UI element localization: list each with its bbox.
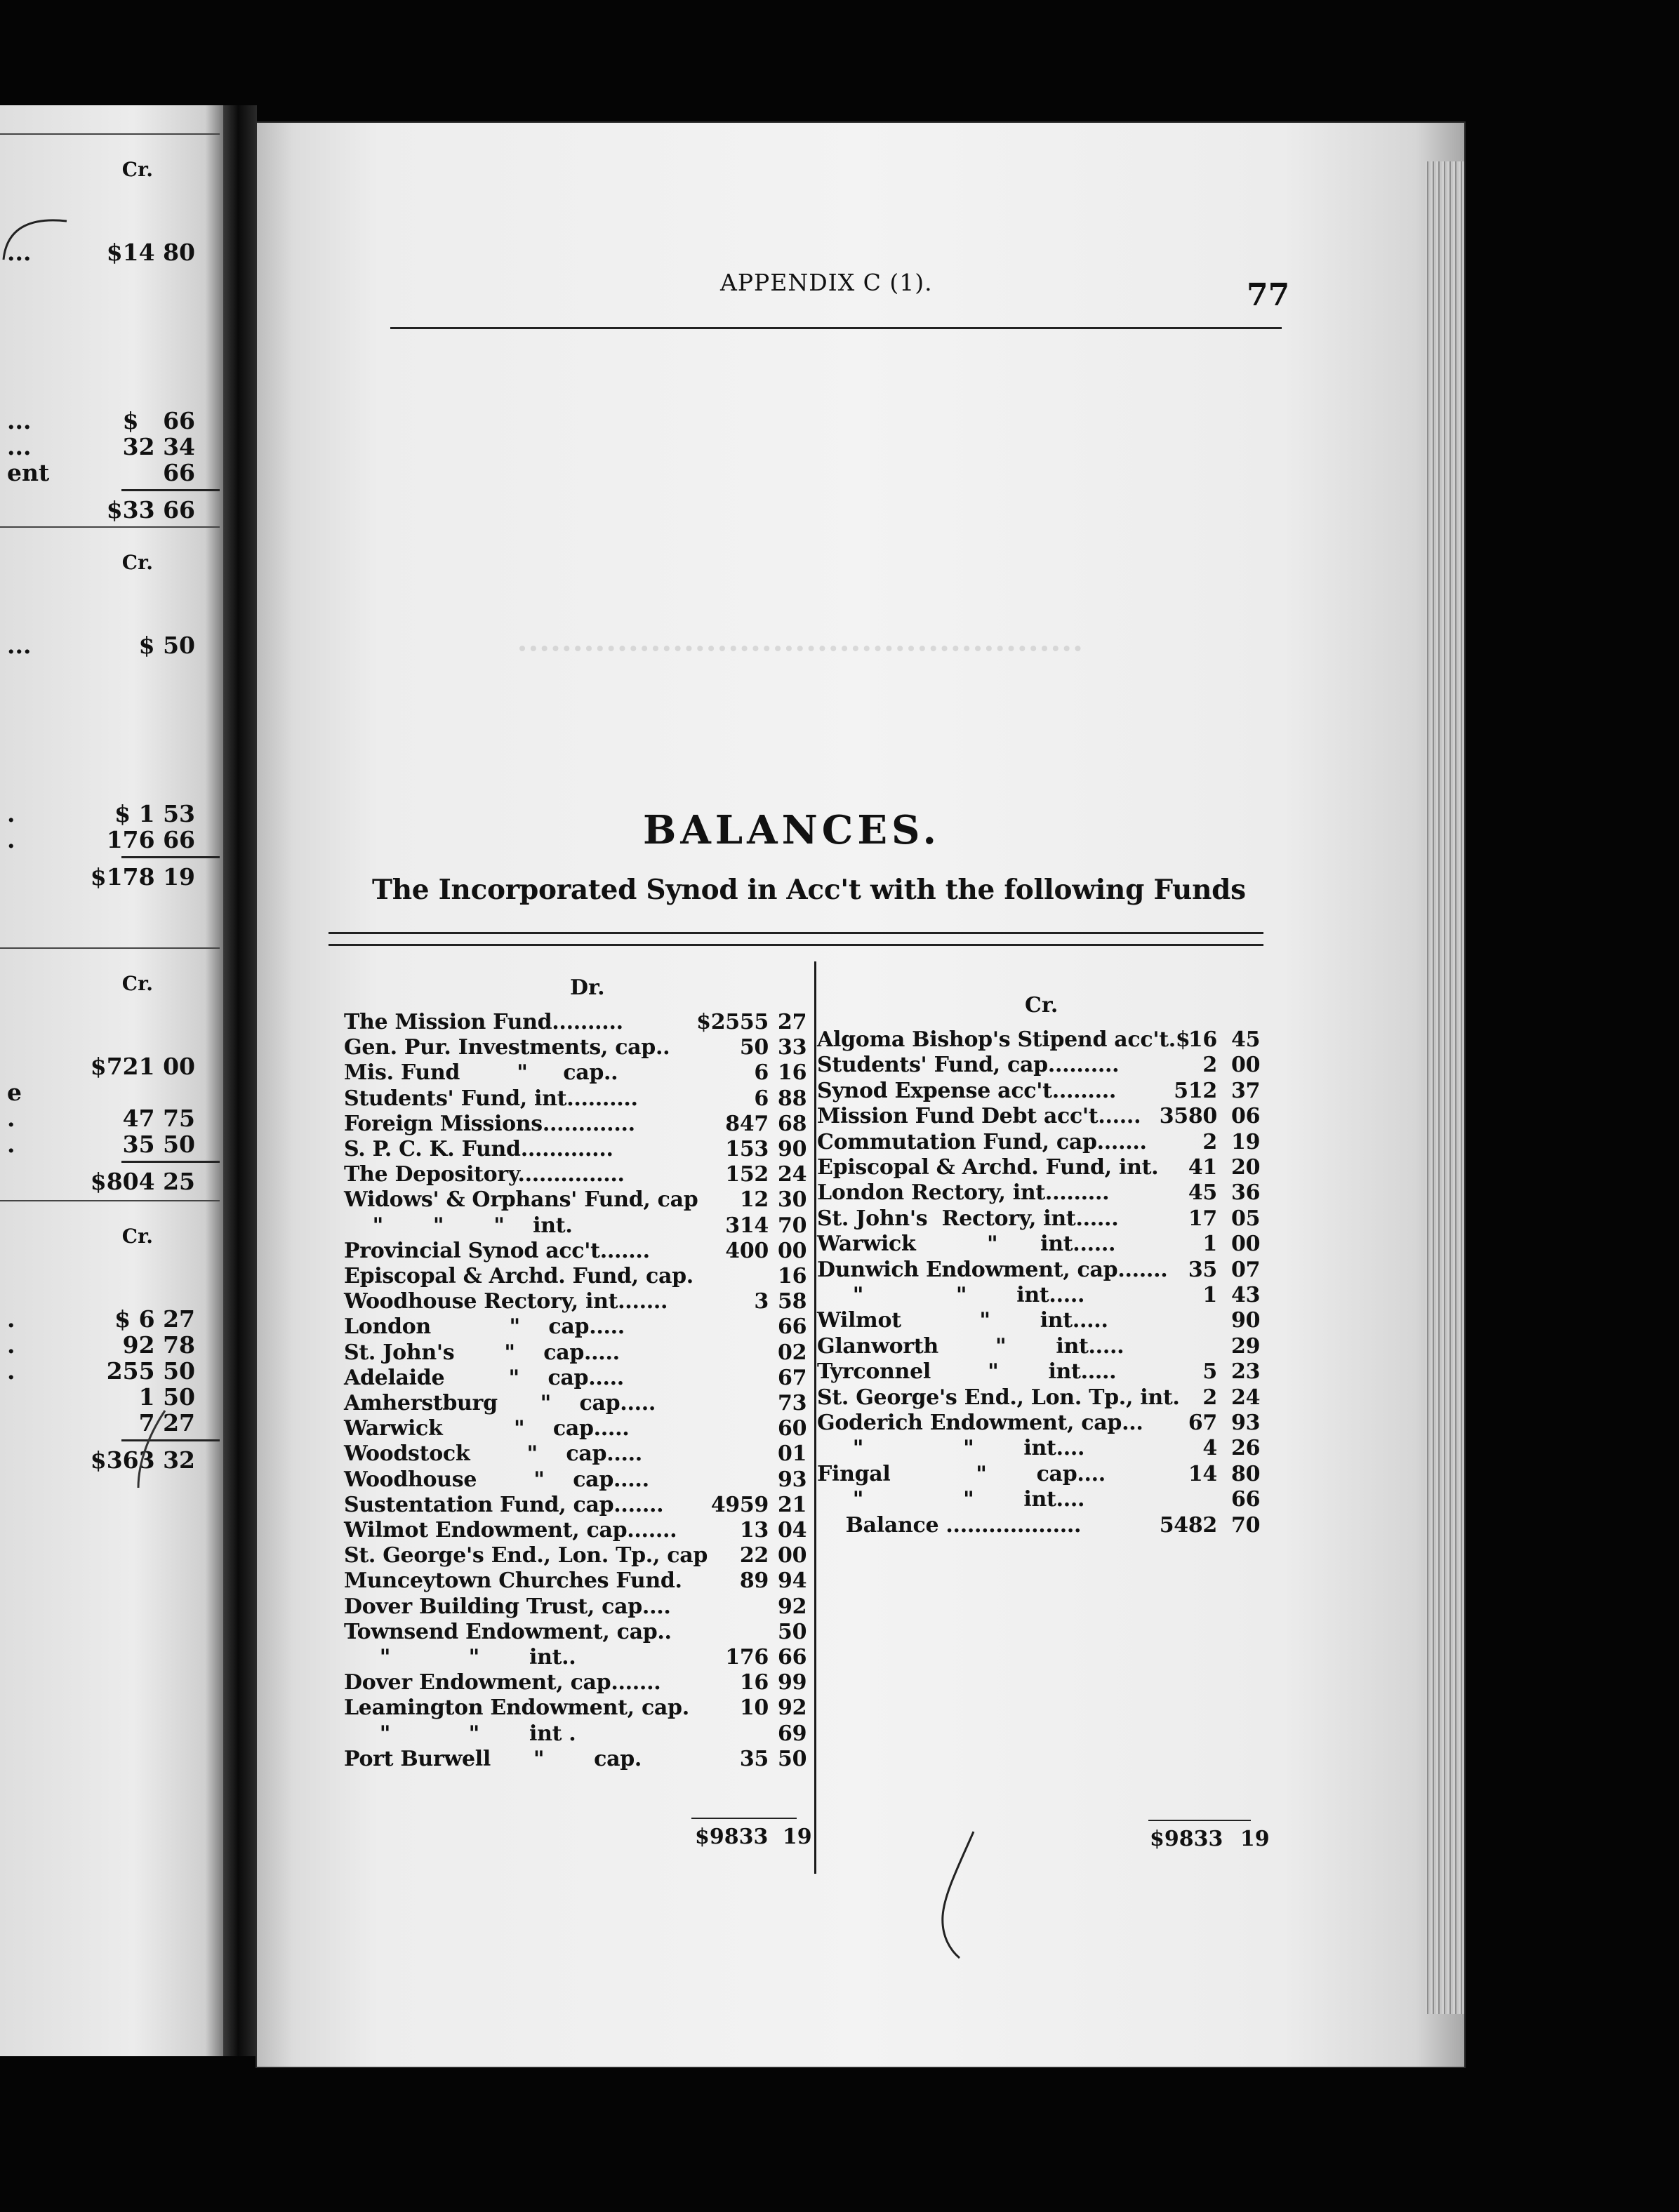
entry-dollars: 512 — [1174, 1079, 1217, 1103]
entry-cents: 66 — [778, 1314, 807, 1339]
entry-dollars: 14 — [1188, 1462, 1217, 1486]
entry-cents: 43 — [1231, 1283, 1261, 1307]
left-line-label: ... — [7, 407, 32, 434]
entry-label: Townsend Endowment, cap.. — [344, 1620, 672, 1644]
dr-column-heading: Dr. — [570, 975, 605, 1000]
entry-dollars: 22 — [739, 1543, 769, 1568]
dr-entry-row — [344, 1162, 811, 1187]
dr-entry-row — [344, 1289, 811, 1314]
dr-total — [695, 1825, 812, 1849]
entry-label: Wilmot " int..... — [817, 1308, 1108, 1333]
left-total-value: $178 19 — [90, 863, 195, 891]
entry-label: Dover Endowment, cap....... — [344, 1670, 661, 1695]
entry-cents: 88 — [778, 1086, 807, 1111]
entry-dollars: 2 — [1202, 1053, 1217, 1077]
left-line-value: 7 27 — [138, 1409, 195, 1437]
cr-entry-row — [817, 1334, 1261, 1359]
entry-cents: 67 — [778, 1366, 807, 1390]
cr-total-rule — [1148, 1820, 1251, 1821]
dr-entry-row — [344, 1086, 811, 1111]
cr-entry-row — [817, 1462, 1261, 1486]
entry-cents: 00 — [1231, 1053, 1261, 1077]
left-line-value: 255 50 — [106, 1357, 195, 1385]
left-total-rule — [121, 856, 220, 858]
dr-entry-row — [344, 1467, 811, 1492]
dr-entry-row — [344, 1241, 811, 1261]
left-line-label: . — [7, 1305, 15, 1333]
dr-entry-row — [344, 1568, 811, 1593]
dr-entry-row — [344, 1368, 811, 1388]
entry-label: Mission Fund Debt acc't...... — [817, 1104, 1141, 1128]
left-cr-heading: Cr. — [121, 158, 153, 181]
entry-label: Warwick " cap..... — [344, 1416, 630, 1441]
cr-entry-row — [817, 1436, 1261, 1460]
entry-cents: 21 — [778, 1493, 807, 1517]
cr-entry-row — [817, 1413, 1259, 1433]
entry-cents: 93 — [1231, 1411, 1261, 1435]
previous-page-fragment — [0, 105, 223, 2056]
entry-cents: 70 — [778, 1213, 807, 1238]
left-line-label: ... — [7, 433, 32, 460]
entry-cents: 16 — [778, 1264, 807, 1288]
entry-label: S. P. C. K. Fund............. — [344, 1137, 613, 1161]
entry-cents: 00 — [778, 1239, 807, 1263]
entry-cents: 50 — [778, 1747, 807, 1771]
cr-entry-row — [817, 1487, 1261, 1512]
entry-cents: 73 — [778, 1391, 807, 1415]
left-line-value: $ 66 — [122, 407, 195, 434]
entry-label: Amherstburg " cap..... — [344, 1391, 656, 1415]
entry-cents: 66 — [778, 1645, 807, 1670]
entry-dollars: 153 — [725, 1137, 769, 1161]
left-cr-heading: Cr. — [121, 551, 153, 574]
entry-cents: 58 — [778, 1289, 807, 1314]
dr-entry-row — [344, 1391, 811, 1415]
dr-entry-row — [344, 1010, 811, 1034]
entry-dollars: 1 — [1202, 1232, 1217, 1256]
left-section-rule — [0, 133, 220, 135]
left-line-label: . — [7, 1105, 15, 1132]
entry-label: " " int . — [344, 1721, 576, 1746]
left-cr-heading: Cr. — [121, 1225, 153, 1248]
cr-entry-row — [817, 1283, 1261, 1307]
left-line-value: $721 00 — [90, 1053, 195, 1080]
table-top-rule-2 — [328, 944, 1263, 946]
entry-label: Widows' & Orphans' Fund, cap — [344, 1187, 698, 1212]
left-line-label: e — [7, 1079, 22, 1106]
entry-cents: 04 — [778, 1518, 807, 1543]
entry-label: The Depository............... — [344, 1162, 625, 1187]
cr-entry-row — [817, 1206, 1261, 1231]
dr-entry-row — [344, 1441, 811, 1466]
left-line-label: . — [7, 1131, 15, 1158]
entry-dollars: 5482 — [1159, 1513, 1217, 1538]
entry-label: Students' Fund, int.......... — [344, 1086, 638, 1111]
page-edge-stack — [1425, 161, 1464, 2014]
entry-label: Adelaide " cap..... — [344, 1366, 624, 1390]
dr-entry-row — [344, 1264, 811, 1288]
entry-label: Provincial Synod acc't....... — [344, 1239, 650, 1263]
entry-dollars: 152 — [725, 1162, 769, 1187]
entry-label: Glanworth " int..... — [817, 1334, 1124, 1359]
left-line-value: $ 1 53 — [114, 800, 195, 827]
entry-label: The Mission Fund.......... — [344, 1010, 623, 1034]
cr-entry-row — [817, 1260, 1259, 1280]
cr-entry-row — [817, 1130, 1261, 1154]
entry-cents: 19 — [1231, 1130, 1261, 1154]
cr-entry-row — [817, 1081, 1259, 1101]
entry-cents: 66 — [1231, 1487, 1261, 1512]
dr-entry-row — [344, 1035, 811, 1060]
left-section-rule — [0, 1200, 220, 1201]
entry-dollars: 35 — [739, 1747, 769, 1771]
entry-label: Woodstock " cap..... — [344, 1441, 642, 1466]
cr-entry-row — [817, 1027, 1261, 1052]
entry-label: St. George's End., Lon. Tp., int. — [817, 1385, 1180, 1410]
entry-cents: 27 — [778, 1010, 807, 1034]
column-divider — [814, 961, 816, 1874]
entry-label: Warwick " int...... — [817, 1232, 1116, 1256]
entry-dollars: $2555 — [696, 1010, 769, 1034]
entry-label: " " " int. — [344, 1213, 573, 1238]
left-cr-heading: Cr. — [121, 972, 153, 995]
cr-total-dollars: $9833 — [1150, 1827, 1223, 1851]
section-heading: BALANCES. — [643, 807, 941, 853]
entry-dollars: 35 — [1188, 1258, 1217, 1282]
entry-label: Goderich Endowment, cap... — [817, 1411, 1143, 1435]
left-line-value: $ 6 27 — [114, 1305, 195, 1333]
entry-label: Dover Building Trust, cap.... — [344, 1594, 671, 1619]
entry-cents: 05 — [1231, 1206, 1261, 1231]
cr-entry-row — [817, 1055, 1259, 1075]
entry-dollars: 3580 — [1159, 1104, 1217, 1128]
entry-cents: 90 — [1231, 1308, 1261, 1333]
entry-label: London Rectory, int......... — [817, 1180, 1110, 1205]
statement-subtitle: The Incorporated Synod in Acc't with the following Funds — [372, 874, 1246, 906]
left-line-value: 35 50 — [122, 1131, 195, 1158]
entry-dollars: 2 — [1202, 1130, 1217, 1154]
entry-dollars: 89 — [739, 1568, 769, 1593]
entry-dollars: 17 — [1188, 1206, 1217, 1231]
entry-label: Algoma Bishop's Stipend acc't.$ — [817, 1027, 1190, 1052]
cr-entry-row — [817, 1104, 1261, 1128]
cr-entry-row — [817, 1308, 1261, 1333]
left-section-rule — [0, 526, 220, 528]
entry-label: " " int.... — [817, 1487, 1085, 1512]
entry-cents: 90 — [778, 1137, 807, 1161]
entry-cents: 36 — [1231, 1180, 1261, 1205]
entry-cents: 92 — [778, 1594, 807, 1619]
entry-cents: 02 — [778, 1340, 807, 1365]
dr-entry-row — [344, 1114, 811, 1134]
dr-entry-row — [344, 1747, 811, 1771]
entry-label: St. John's Rectory, int...... — [817, 1206, 1119, 1231]
entry-dollars: 6 — [754, 1060, 769, 1085]
entry-dollars: 16 — [739, 1670, 769, 1695]
pencil-mark-lower — [930, 1825, 986, 1965]
entry-cents: 00 — [778, 1543, 807, 1568]
entry-cents: 24 — [778, 1162, 807, 1187]
entry-cents: 50 — [778, 1620, 807, 1644]
entry-cents: 37 — [1231, 1079, 1261, 1103]
dr-entry-row — [344, 1594, 811, 1619]
cr-entry-row — [817, 1385, 1261, 1410]
left-total-value: $363 32 — [90, 1446, 195, 1474]
left-line-value: $ 50 — [138, 632, 195, 659]
dr-entry-row — [344, 1213, 811, 1238]
entry-label: London " cap..... — [344, 1314, 625, 1339]
cr-entry-row — [817, 1234, 1259, 1254]
entry-dollars: 314 — [725, 1213, 769, 1238]
left-line-label: . — [7, 800, 15, 827]
left-line-label: ... — [7, 239, 32, 266]
entry-dollars: 4959 — [710, 1493, 769, 1517]
left-total-rule — [121, 489, 220, 491]
page-number: 77 — [1247, 277, 1290, 313]
entry-cents: 07 — [1231, 1258, 1261, 1282]
show-through-text — [519, 646, 1081, 665]
entry-dollars: 10 — [739, 1695, 769, 1720]
entry-label: Mis. Fund " cap.. — [344, 1060, 618, 1085]
table-top-rule-1 — [328, 932, 1263, 934]
left-line-value: $14 80 — [106, 239, 195, 266]
pencil-mark-left — [123, 1404, 179, 1502]
left-line-value: 66 — [163, 459, 195, 486]
entry-dollars: 50 — [739, 1035, 769, 1060]
left-line-label: ... — [7, 632, 32, 659]
entry-dollars: 67 — [1188, 1411, 1217, 1435]
entry-cents: 69 — [778, 1721, 807, 1746]
entry-cents: 93 — [778, 1467, 807, 1492]
entry-label: " " int..... — [817, 1283, 1085, 1307]
entry-cents: 20 — [1231, 1155, 1261, 1180]
entry-dollars: 6 — [754, 1086, 769, 1111]
entry-cents: 23 — [1231, 1359, 1261, 1384]
cr-total-cents: 19 — [1240, 1827, 1270, 1851]
cr-entry-row — [817, 1155, 1261, 1180]
entry-dollars: 1 — [1202, 1283, 1217, 1307]
entry-dollars: 3 — [754, 1289, 769, 1314]
entry-cents: 80 — [1231, 1462, 1261, 1486]
entry-cents: 60 — [778, 1416, 807, 1441]
entry-label: Balance ................... — [817, 1513, 1082, 1538]
entry-dollars: 2 — [1202, 1385, 1217, 1410]
dr-entry-row — [344, 1060, 811, 1085]
left-line-label: ent — [7, 459, 50, 486]
dr-entry-row — [344, 1495, 811, 1515]
entry-cents: 68 — [778, 1112, 807, 1136]
dr-entry-row — [344, 1187, 811, 1212]
entry-label: Woodhouse Rectory, int....... — [344, 1289, 668, 1314]
entry-dollars: 400 — [725, 1239, 769, 1263]
entry-label: Sustentation Fund, cap....... — [344, 1493, 664, 1517]
entry-label: Gen. Pur. Investments, cap.. — [344, 1035, 670, 1060]
cr-total — [1150, 1827, 1270, 1851]
left-total-rule — [121, 1161, 220, 1163]
entry-label: Tyrconnel " int..... — [817, 1359, 1117, 1384]
dr-entry-row — [344, 1518, 811, 1543]
pencil-mark-top-left — [0, 204, 84, 288]
entry-dollars: 45 — [1188, 1180, 1217, 1205]
dr-entry-row — [344, 1137, 811, 1161]
entry-label: " " int.. — [344, 1645, 576, 1670]
cr-entry-row — [817, 1180, 1261, 1205]
entry-cents: 45 — [1231, 1027, 1261, 1052]
entry-dollars: 847 — [725, 1112, 769, 1136]
dr-entry-row — [344, 1416, 811, 1441]
entry-dollars: 12 — [739, 1187, 769, 1212]
cr-column-heading: Cr. — [1025, 993, 1058, 1018]
entry-cents: 01 — [778, 1441, 807, 1466]
entry-label: Leamington Endowment, cap. — [344, 1695, 689, 1720]
left-line-label: . — [7, 1331, 15, 1359]
entry-cents: 94 — [778, 1568, 807, 1593]
entry-label: Woodhouse " cap..... — [344, 1467, 649, 1492]
entry-label: Fingal " cap.... — [817, 1462, 1106, 1486]
entry-label: Students' Fund, cap.......... — [817, 1053, 1120, 1077]
left-line-value: 176 66 — [106, 826, 195, 853]
entry-cents: 70 — [1231, 1513, 1261, 1538]
dr-total-rule — [691, 1818, 797, 1819]
dr-entry-row — [344, 1645, 811, 1670]
entry-dollars: 5 — [1202, 1359, 1217, 1384]
left-line-value: 92 78 — [122, 1331, 195, 1359]
entry-dollars: 41 — [1188, 1155, 1217, 1180]
header-rule — [390, 327, 1282, 329]
dr-total-dollars: $9833 — [695, 1825, 769, 1849]
entry-label: Munceytown Churches Fund. — [344, 1568, 682, 1593]
entry-cents: 00 — [1231, 1232, 1261, 1256]
left-line-label: . — [7, 1357, 15, 1385]
cr-entry-row — [817, 1359, 1261, 1384]
entry-label: St. George's End., Lon. Tp., cap — [344, 1543, 708, 1568]
entry-label: Episcopal & Archd. Fund, cap. — [344, 1264, 694, 1288]
dr-total-cents: 19 — [782, 1825, 812, 1849]
entry-label: St. John's " cap..... — [344, 1340, 620, 1365]
cr-entry-row — [817, 1513, 1261, 1538]
entry-cents: 26 — [1231, 1436, 1261, 1460]
entry-label: Foreign Missions............. — [344, 1112, 635, 1136]
left-line-value: 32 34 — [122, 433, 195, 460]
entry-dollars: 13 — [739, 1518, 769, 1543]
left-total-value: $804 25 — [90, 1168, 195, 1195]
left-line-value: 47 75 — [122, 1105, 195, 1132]
running-header: APPENDIX C (1). — [720, 269, 933, 296]
entry-cents: 92 — [778, 1695, 807, 1720]
entry-label: Commutation Fund, cap....... — [817, 1130, 1147, 1154]
entry-label: " " int.... — [817, 1436, 1085, 1460]
entry-label: Episcopal & Archd. Fund, int. — [817, 1155, 1159, 1180]
book-gutter — [223, 105, 257, 2056]
dr-entry-row — [344, 1670, 811, 1695]
entry-label: Wilmot Endowment, cap....... — [344, 1518, 677, 1543]
entry-cents: 29 — [1231, 1334, 1261, 1359]
entry-cents: 16 — [778, 1060, 807, 1085]
entry-label: Port Burwell " cap. — [344, 1747, 642, 1771]
entry-dollars: 176 — [725, 1645, 769, 1670]
dr-entry-row — [344, 1543, 811, 1568]
left-total-value: $33 66 — [106, 496, 195, 524]
dr-entry-row — [344, 1620, 811, 1644]
dr-entry-row — [344, 1340, 811, 1365]
entry-cents: 30 — [778, 1187, 807, 1212]
left-line-value: 1 50 — [138, 1383, 195, 1411]
entry-cents: 24 — [1231, 1385, 1261, 1410]
entry-cents: 06 — [1231, 1104, 1261, 1128]
entry-cents: 99 — [778, 1670, 807, 1695]
dr-entry-row — [344, 1314, 811, 1339]
dr-entry-row — [344, 1721, 811, 1746]
left-section-rule — [0, 947, 220, 949]
entry-dollars: 16 — [1188, 1027, 1217, 1052]
entry-label: Synod Expense acc't......... — [817, 1079, 1116, 1103]
entry-label: Dunwich Endowment, cap....... — [817, 1258, 1168, 1282]
entry-dollars: 4 — [1202, 1436, 1217, 1460]
entry-cents: 33 — [778, 1035, 807, 1060]
left-line-label: . — [7, 826, 15, 853]
dr-entry-row — [344, 1695, 811, 1720]
